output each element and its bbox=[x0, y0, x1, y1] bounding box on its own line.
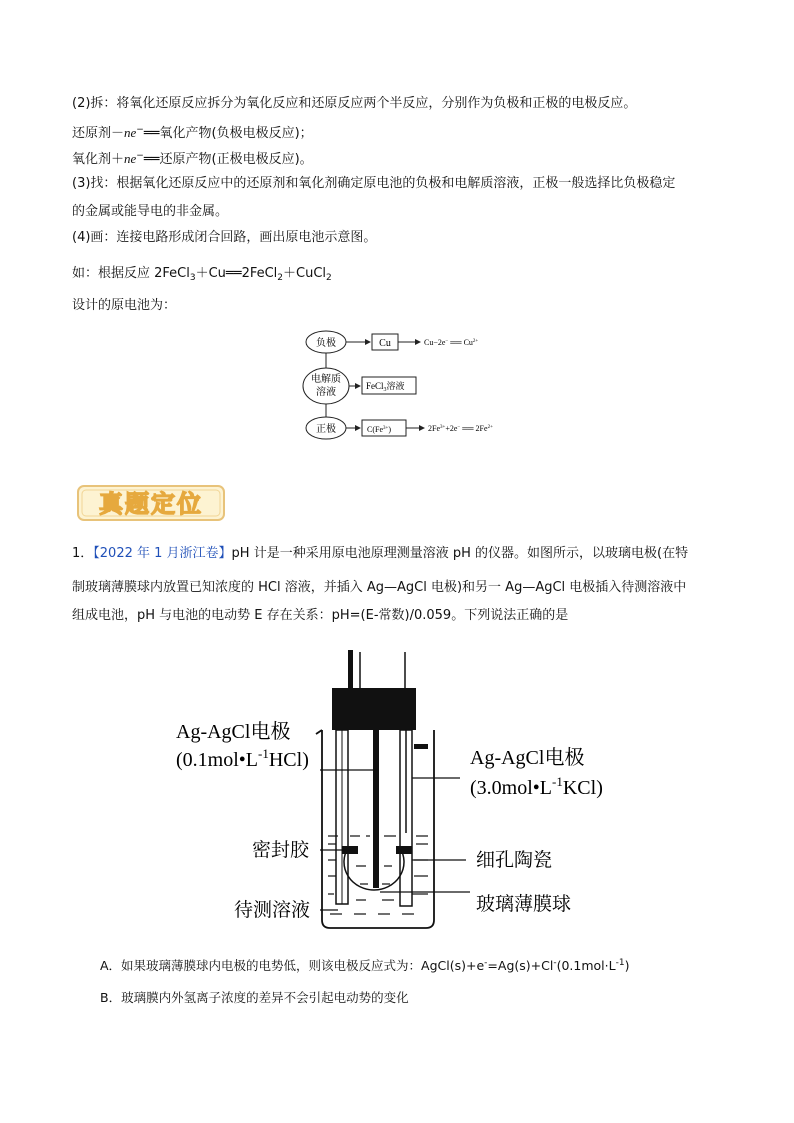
fecl3-label: FeCl$_3$溶液 bbox=[366, 381, 405, 393]
option-a-post: (0.1mol·L bbox=[556, 958, 616, 973]
example-intro: 如：根据反应 2FeCl bbox=[72, 266, 190, 281]
oxidation-product-text: ══氧化产物(负极电极反应)； bbox=[143, 126, 313, 141]
negative-half-reaction: Cu−2e− ══ $Cu^{2+}$ bbox=[424, 338, 479, 347]
superscript: - bbox=[553, 958, 557, 968]
porous-ceramic-label: 细孔陶瓷 bbox=[476, 849, 553, 871]
positive-electrode-label: 正极 bbox=[316, 424, 336, 435]
galvanic-cell-flowchart bbox=[300, 326, 530, 446]
right-electrode-label-2: $(3.0mol•L^{-1}KCl)$ bbox=[470, 774, 603, 799]
option-a-mid: =Ag(s)+Cl bbox=[487, 958, 554, 973]
left-electrode-label-2: $(0.1mol•L^{-1}HCl)$ bbox=[176, 746, 309, 771]
inner-agcl-electrode bbox=[373, 730, 379, 888]
option-a-end: ) bbox=[624, 958, 630, 973]
step-2-oxidant-line: 氧化剂＋ne−══还原产物(正极电极反应)。 bbox=[72, 151, 313, 167]
option-a-text: A．如果玻璃薄膜球内电极的电势低，则该电极反应式为：AgCl(s)+e bbox=[100, 958, 485, 973]
example-mid2: ＋CuCl bbox=[283, 266, 327, 281]
sealant-right bbox=[396, 846, 412, 854]
cu-label: Cu bbox=[379, 338, 391, 349]
negative-electrode-label: 负极 bbox=[316, 338, 336, 349]
ph-meter-apparatus bbox=[170, 648, 630, 948]
question-source: 【2022 年 1 月浙江卷】 bbox=[93, 546, 232, 561]
step-4-draw: (4)画：连接电路形成闭合回路，画出原电池示意图。 bbox=[72, 230, 377, 245]
example-reaction bbox=[72, 264, 332, 288]
question-line-3: 组成电池，pH 与电池的电动势 E 存在关系：pH=(E-常数)/0.059。下列说法正确的是 bbox=[72, 608, 569, 623]
question-line-2: 制玻璃薄膜球内放置已知浓度的 HCl 溶液，并插入 Ag—AgCl 电极)和另一 Ag—AgCl 电极插入待测溶液中 bbox=[72, 580, 687, 595]
left-electrode-label-1: Ag-AgCl电极 bbox=[176, 721, 291, 743]
oxidant-text: 氧化剂＋ bbox=[72, 152, 125, 167]
electrolyte-label-2: 溶液 bbox=[316, 387, 336, 398]
subscript: 3 bbox=[189, 273, 196, 283]
carbon-label: $C(Fe^{3+})$ bbox=[367, 425, 391, 434]
step-3-find-line-1: (3)找：根据氧化还原反应中的还原剂和氧化剂确定原电池的负极和电解质溶液，正极一般选择比负极稳定 bbox=[72, 176, 676, 191]
right-electrode-label-1: Ag-AgCl电极 bbox=[470, 747, 585, 769]
section-banner bbox=[76, 484, 226, 522]
example-mid: ＋Cu══2FeCl bbox=[195, 266, 278, 281]
step-2-reducer-line: 还原剂－ne−══氧化产物(负极电极反应)； bbox=[72, 125, 313, 141]
ne-symbol: ne bbox=[124, 125, 137, 140]
banner-title: 真题定位 bbox=[99, 490, 203, 518]
positive-half-reaction: $2Fe^{3+}+2e^-$ ══ $2Fe^{2+}$ bbox=[428, 424, 493, 433]
test-solution-label: 待测溶液 bbox=[234, 899, 311, 921]
reducer-text: 还原剂－ bbox=[72, 126, 125, 141]
reduction-product-text: ══还原产物(正极电极反应)。 bbox=[143, 152, 313, 167]
electrolyte-label-1: 电解质 bbox=[311, 374, 341, 385]
subscript: 2 bbox=[277, 273, 284, 283]
question-number: 1． bbox=[72, 546, 94, 561]
superscript: -1 bbox=[615, 958, 625, 968]
glass-membrane-label: 玻璃薄膜球 bbox=[476, 893, 572, 915]
subscript: 2 bbox=[326, 273, 332, 283]
step-2-split: (2)拆：将氧化还原反应拆分为氧化反应和还原反应两个半反应，分别作为负极和正极的电极反应。 bbox=[72, 96, 637, 111]
electrode-cap bbox=[332, 688, 416, 730]
side-tab bbox=[414, 744, 428, 749]
design-label: 设计的原电池为： bbox=[72, 298, 177, 313]
option-a bbox=[100, 956, 629, 974]
option-b: B．玻璃膜内外氢离子浓度的差异不会引起电动势的变化 bbox=[100, 990, 409, 1005]
question-line-1 bbox=[72, 544, 688, 564]
question-text-1: pH 计是一种采用原电池原理测量溶液 pH 的仪器。如图所示，以玻璃电极(在特 bbox=[231, 546, 689, 561]
superscript: - bbox=[484, 958, 488, 968]
center-rod bbox=[348, 650, 353, 690]
step-3-find-line-2: 的金属或能导电的非金属。 bbox=[72, 204, 229, 219]
sealant-label: 密封胶 bbox=[252, 839, 310, 861]
ne-symbol: ne bbox=[124, 151, 137, 166]
